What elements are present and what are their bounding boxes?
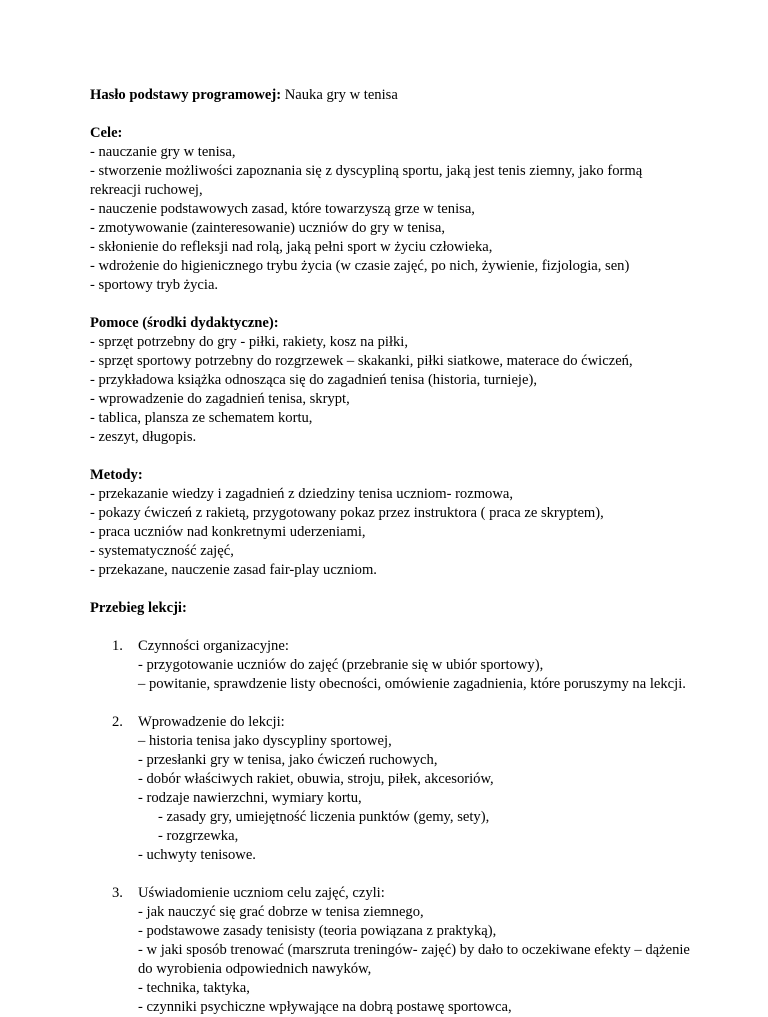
program-header-label: Hasło podstawy programowej: bbox=[90, 87, 282, 103]
step-title: Czynności organizacyjne: bbox=[138, 638, 289, 654]
pomoce-item: - zeszyt, długopis. bbox=[90, 429, 197, 445]
program-header bbox=[90, 86, 690, 105]
step-item: - podstawowe zasady tenisisty (teoria powiązana z praktyką), bbox=[138, 923, 497, 939]
step-item: - dobór właściwych rakiet, obuwia, stroju, piłek, akcesoriów, bbox=[138, 771, 494, 787]
cele-heading: Cele: bbox=[90, 125, 123, 141]
metody-heading: Metody: bbox=[90, 467, 143, 483]
step-item: - uchwyty tenisowe. bbox=[138, 847, 256, 863]
metody-item: - pokazy ćwiczeń z rakietą, przygotowany pokaz przez instruktora ( praca ze skryptem), bbox=[90, 505, 604, 521]
program-header-value: Nauka gry w tenisa bbox=[284, 87, 398, 103]
step-subitem: - rozgrzewka, bbox=[158, 828, 239, 844]
pomoce-item: - przykładowa książka odnosząca się do zagadnień tenisa (historia, turnieje), bbox=[90, 372, 537, 388]
step-item: - rodzaje nawierzchni, wymiary kortu, bbox=[138, 790, 362, 806]
step-item: - jak nauczyć się grać dobrze w tenisa ziemnego, bbox=[138, 904, 424, 920]
step-item: - technika, taktyka, bbox=[138, 980, 250, 996]
lesson-step-3 bbox=[90, 884, 690, 1017]
step-item: – powitanie, sprawdzenie listy obecności, omówienie zagadnienia, które poruszymy na lekcji. bbox=[138, 676, 686, 692]
document-page bbox=[90, 86, 690, 1017]
cele-item: - skłonienie do refleksji nad rolą, jaką pełni sport w życiu człowieka, bbox=[90, 239, 493, 255]
step-number: 2. bbox=[112, 714, 123, 730]
lesson-step-2 bbox=[90, 713, 690, 865]
metody-item: - praca uczniów nad konkretnymi uderzeniami, bbox=[90, 524, 366, 540]
cele-item: - nauczenie podstawowych zasad, które towarzyszą grze w tenisa, bbox=[90, 201, 475, 217]
lesson-step-1 bbox=[90, 637, 690, 694]
step-subitem: - zasady gry, umiejętność liczenia punktów (gemy, sety), bbox=[158, 809, 490, 825]
pomoce-item: - wprowadzenie do zagadnień tenisa, skrypt, bbox=[90, 391, 350, 407]
step-title: Uświadomienie uczniom celu zajęć, czyli: bbox=[138, 885, 385, 901]
cele-item: - sportowy tryb życia. bbox=[90, 277, 219, 293]
pomoce-item: - sprzęt sportowy potrzebny do rozgrzewek – skakanki, piłki siatkowe, materace do ćwiczeń, bbox=[90, 353, 633, 369]
step-title: Wprowadzenie do lekcji: bbox=[138, 714, 285, 730]
step-item: - przesłanki gry w tenisa, jako ćwiczeń ruchowych, bbox=[138, 752, 438, 768]
step-item: – historia tenisa jako dyscypliny sportowej, bbox=[138, 733, 392, 749]
pomoce-item: - tablica, plansza ze schematem kortu, bbox=[90, 410, 313, 426]
metody-item: - przekazane, nauczenie zasad fair-play uczniom. bbox=[90, 562, 377, 578]
step-number: 3. bbox=[112, 885, 123, 901]
cele-item: - zmotywowanie (zainteresowanie) uczniów do gry w tenisa, bbox=[90, 220, 445, 236]
cele-item: - stworzenie możliwości zapoznania się z dyscypliną sportu, jaką jest tenis ziemny, jako formą rekreacji ruchowej, bbox=[90, 163, 643, 198]
metody-item: - przekazanie wiedzy i zagadnień z dziedziny tenisa uczniom- rozmowa, bbox=[90, 486, 514, 502]
section-metody bbox=[90, 466, 690, 580]
cele-item: - wdrożenie do higienicznego trybu życia (w czasie zajęć, po nich, żywienie, fizjologia, sen) bbox=[90, 258, 630, 274]
cele-item: - nauczanie gry w tenisa, bbox=[90, 144, 236, 160]
przebieg-heading: Przebieg lekcji: bbox=[90, 600, 187, 616]
step-number: 1. bbox=[112, 638, 123, 654]
section-cele bbox=[90, 124, 690, 295]
pomoce-heading: Pomoce (środki dydaktyczne): bbox=[90, 315, 279, 331]
section-pomoce bbox=[90, 314, 690, 447]
step-item: - w jaki sposób trenować (marszruta treningów- zajęć) by dało to oczekiwane efekty – dążenie do wyrobienia odpowiednich nawyków, bbox=[138, 942, 690, 977]
step-item: - przygotowanie uczniów do zajęć (przebranie się w ubiór sportowy), bbox=[138, 657, 544, 673]
metody-item: - systematyczność zajęć, bbox=[90, 543, 234, 559]
step-item: - czynniki psychiczne wpływające na dobrą postawę sportowca, bbox=[138, 999, 512, 1015]
pomoce-item: - sprzęt potrzebny do gry - piłki, rakiety, kosz na piłki, bbox=[90, 334, 409, 350]
section-przebieg bbox=[90, 599, 690, 1017]
